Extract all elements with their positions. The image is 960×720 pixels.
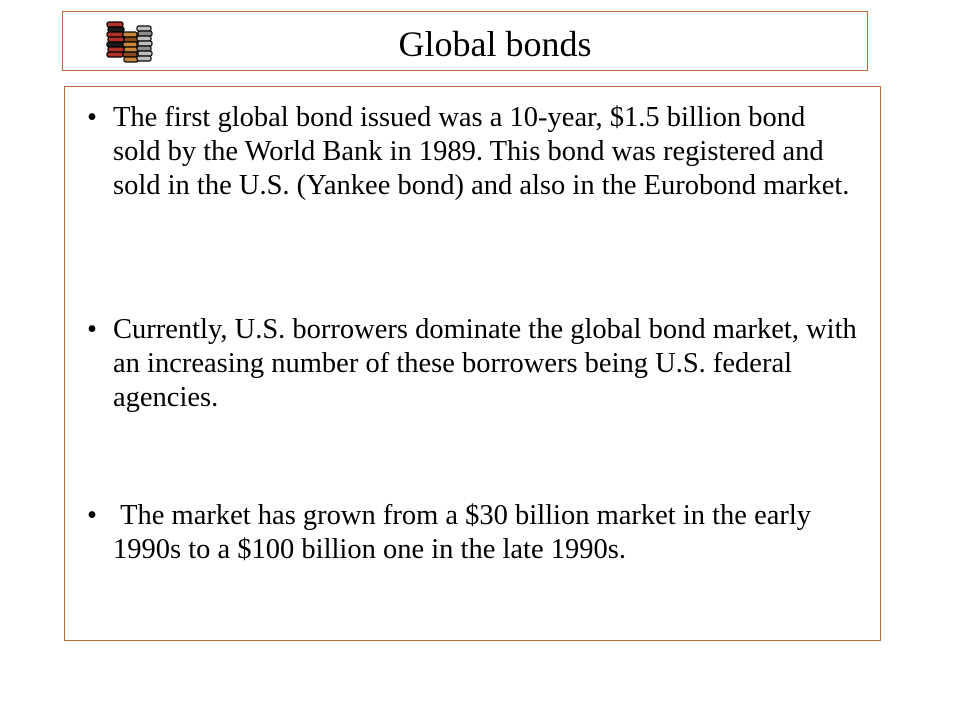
- bullet-item: [87, 499, 857, 567]
- bullet-item: [87, 313, 857, 415]
- bullet-text: The first global bond issued was a 10-year, $1.5 billion bond sold by the World Bank in 1989. This bond was registered and sold in the U.S. (Yankee bond) and also in the Eurobond market.: [113, 102, 850, 201]
- bullet-text: The market has grown from a $30 billion market in the early 1990s to a $100 billion one in the late 1990s.: [113, 500, 819, 565]
- bullet-marker: •: [87, 500, 97, 531]
- title-box: [62, 11, 868, 71]
- bullet-marker: •: [87, 314, 97, 345]
- bullet-item: [87, 101, 857, 203]
- bullet-marker: •: [87, 102, 97, 133]
- slide-title: Global bonds: [398, 24, 592, 64]
- bullet-text: Currently, U.S. borrowers dominate the global bond market, with an increasing number of these borrowers being U.S. federal agencies.: [113, 314, 857, 413]
- content-box: [64, 86, 881, 641]
